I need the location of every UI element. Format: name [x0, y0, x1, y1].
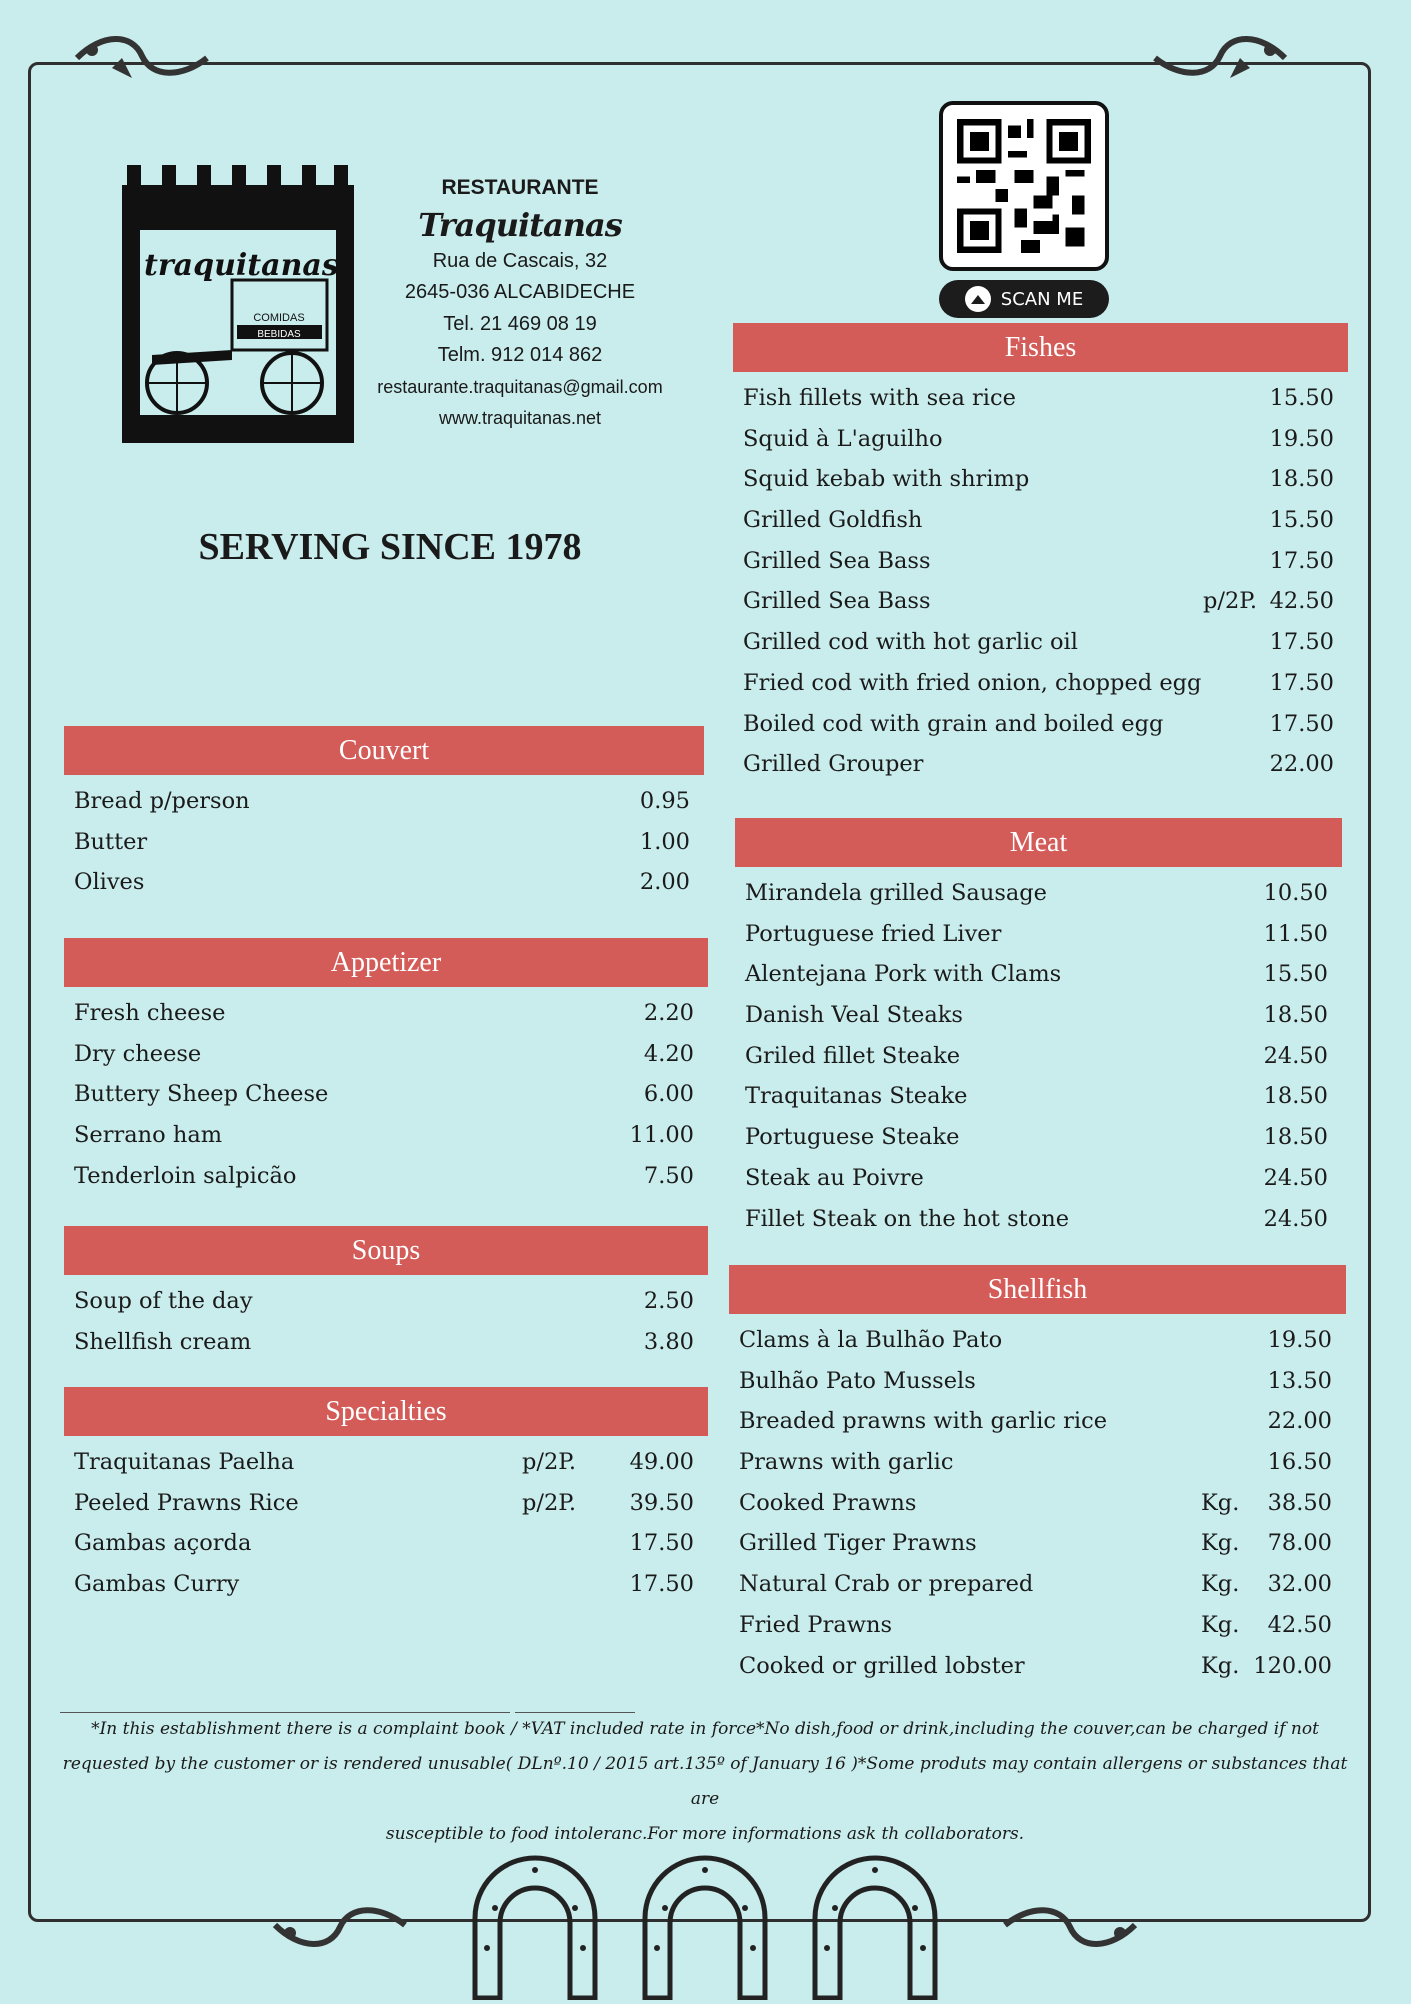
section-title: Specialties [64, 1387, 708, 1436]
item-price: 11.00 [629, 1122, 694, 1149]
item-unit: p/2P. [522, 1449, 577, 1475]
brand-name: Traquitanas [418, 205, 622, 244]
item-name: Natural Crab or prepared [739, 1571, 1034, 1598]
item-price: 17.50 [1269, 547, 1334, 574]
item-price: 22.00 [1267, 1408, 1332, 1435]
item-price: 19.50 [1269, 425, 1334, 452]
item-name: Fillet Steak on the hot stone [745, 1205, 1070, 1232]
logo-bebidas-text: BEBIDAS [257, 329, 301, 340]
item-name: Danish Veal Steaks [745, 1002, 963, 1029]
item-price: 2.00 [639, 869, 690, 896]
contact-block [355, 172, 685, 435]
item-name: Cooked Prawns [739, 1489, 917, 1516]
menu-item [64, 1074, 708, 1115]
item-price: 15.50 [1263, 961, 1328, 988]
menu-item [729, 1320, 1346, 1361]
menu-item [733, 663, 1348, 704]
item-price: 32.00 [1267, 1571, 1332, 1598]
item-unit: Kg. [1201, 1530, 1240, 1557]
menu-item [64, 781, 704, 822]
section-fishes [733, 323, 1348, 785]
section-shellfish [729, 1265, 1346, 1686]
item-price: 7.50 [643, 1162, 694, 1189]
item-name: Griled fillet Steake [745, 1042, 961, 1069]
menu-item [733, 581, 1348, 622]
item-price: 3.80 [643, 1328, 694, 1355]
flourish-top-right [1150, 28, 1290, 88]
section-appetizer [64, 938, 708, 1196]
menu-item [64, 1115, 708, 1156]
postal-address: 2645-036 ALCABIDECHE [404, 281, 636, 303]
section-title: Soups [64, 1226, 708, 1275]
menu-item [729, 1361, 1346, 1402]
section-couvert [64, 726, 704, 903]
item-price: 1.00 [639, 828, 690, 855]
website-address: www.traquitanas.net [438, 408, 602, 428]
menu-item [733, 541, 1348, 582]
mountain-icon [965, 286, 991, 312]
menu-item [64, 1156, 708, 1197]
item-price: 17.50 [629, 1571, 694, 1598]
item-price: 16.50 [1267, 1449, 1332, 1476]
item-price: 49.00 [629, 1449, 694, 1475]
flourish-bottom-left [270, 1895, 410, 1955]
menu-item [733, 704, 1348, 745]
menu-item [64, 1523, 708, 1564]
horseshoe-ornaments [455, 1838, 955, 2000]
item-name: Tenderloin salpicão [74, 1162, 297, 1189]
item-name: Prawns with garlic [739, 1449, 954, 1476]
item-name: Fried Prawns [739, 1611, 893, 1638]
item-price: 6.00 [643, 1081, 694, 1108]
item-name: Breaded prawns with garlic rice [739, 1408, 1108, 1435]
item-price: 18.50 [1269, 466, 1334, 493]
logo-comidas-text: COMIDAS [253, 312, 305, 324]
menu-item [733, 744, 1348, 785]
restaurant-logo [122, 165, 354, 443]
item-name: Squid à L'aguilho [743, 425, 943, 452]
menu-item [64, 1322, 708, 1363]
item-name: Bread p/person [74, 788, 250, 814]
menu-item [733, 500, 1348, 541]
section-title: Couvert [64, 726, 704, 775]
item-price: 2.20 [643, 1000, 694, 1026]
street-address: Rua de Cascais, 32 [432, 249, 608, 272]
item-name: Clams à la Bulhão Pato [739, 1327, 1003, 1353]
mobile-number: Telm. 912 014 862 [437, 344, 603, 366]
menu-item [733, 459, 1348, 500]
item-name: Shellfish cream [74, 1328, 252, 1355]
item-price: 11.50 [1263, 920, 1328, 947]
menu-item [64, 1564, 708, 1605]
menu-item [735, 914, 1342, 955]
item-name: Gambas açorda [74, 1530, 252, 1557]
menu-item [735, 1036, 1342, 1077]
item-name: Grilled Grouper [743, 751, 924, 778]
item-unit: Kg. [1201, 1489, 1240, 1516]
section-title: Meat [735, 818, 1342, 867]
item-name: Alentejana Pork with Clams [745, 961, 1062, 988]
flourish-top-left [72, 28, 212, 88]
item-price: 18.50 [1263, 1083, 1328, 1110]
qr-code[interactable] [939, 101, 1109, 271]
section-title: Shellfish [729, 1265, 1346, 1314]
item-price: 18.50 [1263, 1124, 1328, 1151]
item-price: 78.00 [1267, 1530, 1332, 1557]
item-unit: Kg. [1201, 1652, 1240, 1679]
item-name: Grilled Tiger Prawns [739, 1530, 977, 1557]
email-address: restaurante.traquitanas@gmail.com [377, 376, 663, 397]
item-price: 15.50 [1269, 507, 1334, 534]
item-name: Traquitanas Steake [745, 1083, 968, 1110]
item-price: 120.00 [1253, 1652, 1332, 1679]
item-price: 42.50 [1267, 1611, 1332, 1638]
section-meat [735, 818, 1342, 1239]
item-name: Grilled Goldfish [743, 507, 923, 534]
item-unit: p/2P. [522, 1489, 577, 1516]
logo-script-text: traquitanas [144, 248, 339, 283]
item-name: Steak au Poivre [745, 1164, 924, 1191]
menu-item [64, 1442, 708, 1483]
section-title: Fishes [733, 323, 1348, 372]
item-price: 38.50 [1267, 1489, 1332, 1516]
menu-item [64, 1483, 708, 1524]
item-price: 17.50 [1269, 629, 1334, 656]
menu-item [735, 995, 1342, 1036]
menu-item [735, 1158, 1342, 1199]
item-unit: Kg. [1201, 1571, 1240, 1598]
menu-item [735, 1117, 1342, 1158]
menu-item [729, 1442, 1346, 1483]
item-price: 19.50 [1267, 1327, 1332, 1353]
item-name: Fried cod with fried onion, chopped egg [743, 669, 1202, 696]
item-name: Grilled Sea Bass [743, 547, 931, 574]
item-price: 24.50 [1263, 1042, 1328, 1069]
menu-item [729, 1483, 1346, 1524]
footer-notes [55, 1712, 1355, 1852]
item-name: Gambas Curry [74, 1571, 240, 1598]
menu-item [733, 622, 1348, 663]
menu-item [64, 822, 704, 863]
item-name: Buttery Sheep Cheese [74, 1081, 329, 1108]
item-price: 17.50 [1269, 669, 1334, 696]
section-soups [64, 1226, 708, 1362]
menu-item [729, 1646, 1346, 1687]
item-price: 17.50 [1269, 710, 1334, 737]
item-name: Butter [74, 828, 148, 855]
serving-since-heading: SERVING SINCE 1978 [198, 526, 582, 568]
item-name: Portuguese Steake [745, 1124, 960, 1151]
item-price: 39.50 [629, 1489, 694, 1516]
item-name: Grilled Sea Bass [743, 588, 931, 615]
restaurante-label: RESTAURANTE [441, 176, 599, 199]
scan-me-label: SCAN ME [1000, 288, 1084, 310]
menu-item [729, 1564, 1346, 1605]
item-name: Grilled cod with hot garlic oil [743, 629, 1078, 656]
item-price: 24.50 [1263, 1164, 1328, 1191]
menu-item [735, 873, 1342, 914]
menu-item [64, 1034, 708, 1075]
item-name: Cooked or grilled lobster [739, 1652, 1025, 1679]
item-price: 4.20 [643, 1040, 694, 1067]
item-name: Squid kebab with shrimp [743, 466, 1030, 493]
flourish-bottom-right [1000, 1895, 1140, 1955]
menu-item [64, 862, 704, 903]
item-name: Bulhão Pato Mussels [739, 1367, 976, 1394]
item-price: 17.50 [629, 1530, 694, 1557]
menu-item [64, 1281, 708, 1322]
item-price: 2.50 [643, 1288, 694, 1314]
footer-line-2: requested by the customer or is rendered unusable( DLnº.10 / 2015 art.135º of January 16 )*Some produts may contain allergens or substances that are [62, 1754, 1348, 1809]
item-price: 10.50 [1263, 880, 1328, 906]
item-name: Fish fillets with sea rice [743, 385, 1016, 411]
item-price: 0.95 [639, 788, 690, 814]
item-unit: Kg. [1201, 1611, 1240, 1638]
section-title: Appetizer [64, 938, 708, 987]
item-price: 22.00 [1269, 751, 1334, 778]
scan-me-badge[interactable] [939, 280, 1109, 318]
menu-item [64, 993, 708, 1034]
item-name: Peeled Prawns Rice [74, 1489, 299, 1516]
menu-item [735, 1199, 1342, 1240]
phone-number: Tel. 21 469 08 19 [443, 312, 597, 335]
item-price: 42.50 [1269, 588, 1334, 615]
item-price: 13.50 [1267, 1367, 1332, 1394]
menu-item [733, 419, 1348, 460]
item-name: Mirandela grilled Sausage [745, 880, 1047, 906]
section-specialties [64, 1387, 708, 1605]
item-name: Soup of the day [74, 1288, 253, 1314]
item-name: Boiled cod with grain and boiled egg [743, 710, 1164, 737]
menu-item [729, 1401, 1346, 1442]
item-price: 15.50 [1269, 385, 1334, 411]
menu-item [729, 1523, 1346, 1564]
item-name: Serrano ham [74, 1122, 223, 1149]
item-unit: p/2P. [1203, 588, 1258, 615]
menu-item [735, 1076, 1342, 1117]
item-name: Portuguese fried Liver [745, 920, 1002, 947]
item-name: Olives [74, 869, 145, 896]
menu-item [735, 954, 1342, 995]
item-price: 24.50 [1263, 1205, 1328, 1232]
menu-item [729, 1605, 1346, 1646]
footer-line-3: susceptible to food intoleranc.For more informations ask th collaborators. [385, 1824, 1025, 1844]
menu-item [733, 378, 1348, 419]
item-name: Fresh cheese [74, 1000, 226, 1026]
footer-line-1: *In this establishment there is a complaint book / *VAT included rate in force*No dish,food or drink,including the couver,can be charged if not [91, 1719, 1319, 1739]
item-name: Traquitanas Paelha [74, 1449, 295, 1475]
item-name: Dry cheese [74, 1040, 202, 1067]
item-price: 18.50 [1263, 1002, 1328, 1029]
